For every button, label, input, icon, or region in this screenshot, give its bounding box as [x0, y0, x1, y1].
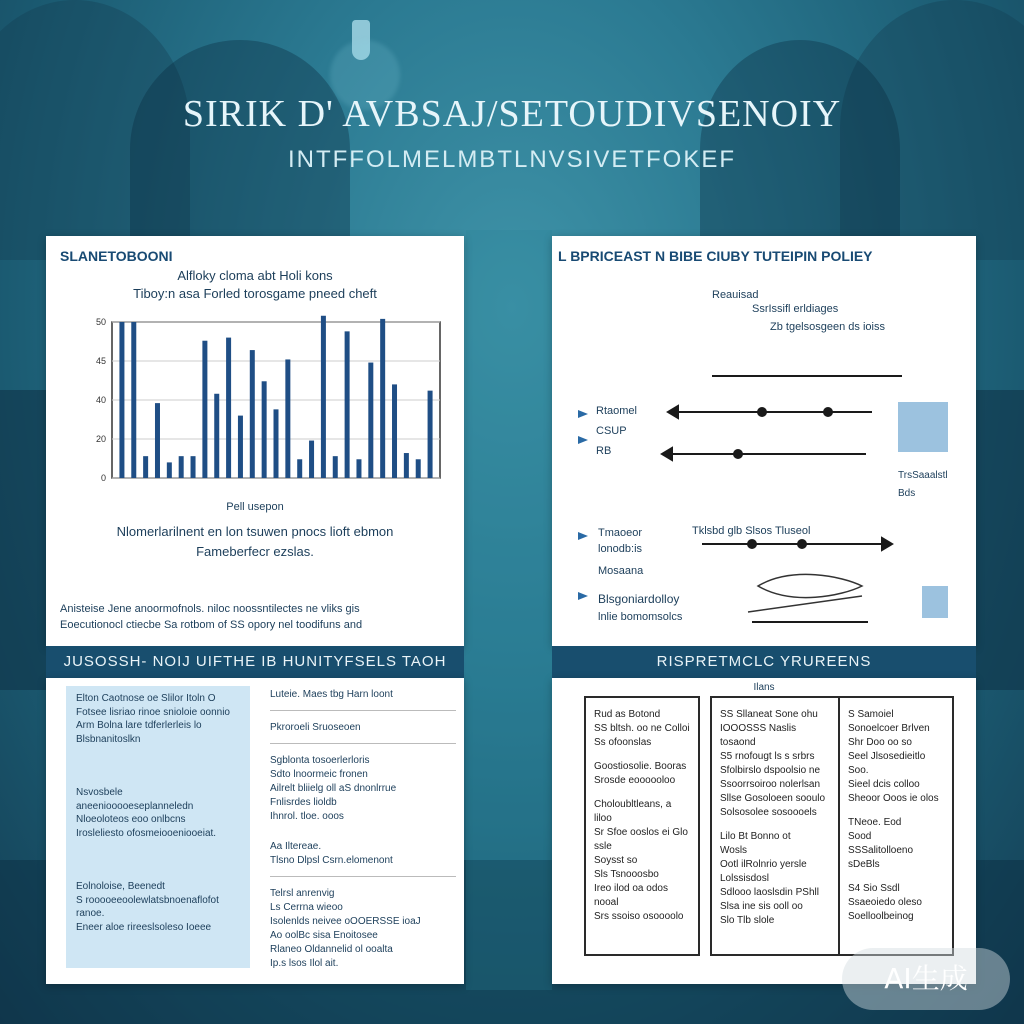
- column-line: Sls Tsnooosbo: [594, 869, 659, 880]
- diagram-bottom-label: Blsgoniardolloy: [598, 592, 680, 606]
- bar: [131, 322, 136, 478]
- y-tick-label: 40: [95, 395, 106, 405]
- bar: [356, 459, 361, 478]
- bar: [297, 459, 302, 478]
- column-line: Soelloolbeinog: [848, 911, 914, 922]
- bar: [274, 409, 279, 478]
- page-title: SIRIK D' AVBSAJ/SETOUDIVSENOIY: [182, 93, 842, 135]
- column-line: Rud as Botond: [594, 709, 661, 720]
- info-item: Fnlisrdes lioldb: [270, 797, 337, 808]
- column-line: [720, 820, 830, 830]
- column-line: SS Sllaneat Sone ohu: [720, 709, 818, 720]
- column-line: Slo Tlb slole: [720, 915, 775, 926]
- sidebar-line: S rooooeeoolewlatsbnoenaflofot: [76, 894, 219, 906]
- column-line: Sdlooo laoslsdin PShll: [720, 887, 819, 898]
- column-line: Slsa ine sis ooll oo: [720, 901, 803, 912]
- bar: [202, 341, 207, 478]
- column-line: Sood: [848, 831, 872, 842]
- info-item: Ip.s lsos Ilol ait.: [270, 958, 339, 969]
- chart-subtitle: Tiboy:n asa Forled torosgame pneed cheft: [133, 286, 377, 301]
- column-line: S5 rnofougt ls s srbrs: [720, 751, 815, 762]
- info-item: Ihnrol. tloe. ooos: [270, 811, 344, 822]
- column-line: Srs ssoiso osoooolo: [594, 911, 684, 922]
- bar: [309, 441, 314, 478]
- column-line: ssle: [594, 841, 612, 852]
- diagram-top-note-2: Zb tgelsosgeen ds ioiss: [770, 321, 885, 333]
- y-tick-label: 50: [95, 317, 106, 327]
- column-line: sDeBls: [848, 859, 880, 870]
- column-line: Wosls: [720, 845, 748, 856]
- bar: [380, 319, 385, 478]
- column-line: Solsosolee sosoooels: [720, 807, 817, 818]
- bar: [368, 363, 373, 478]
- column-line: Soo.: [848, 765, 869, 776]
- column-line: Sonoelcoer Brlven: [848, 723, 930, 734]
- column-line: [594, 750, 690, 760]
- bar: [285, 359, 290, 478]
- bar: [179, 456, 184, 478]
- info-item: Luteie. Maes tbg Harn loont: [270, 688, 456, 711]
- column-box-1: [584, 696, 700, 956]
- column-line: Ss ofoonslas: [594, 737, 652, 748]
- page-subtitle: INTFFOLMELMBTLNVSIVETFOKEF: [287, 146, 737, 173]
- info-item: Sgblonta tosoerlerloris: [270, 755, 370, 766]
- column-line: Sheoor Ooos ie olos: [848, 793, 939, 804]
- y-tick-label: 20: [95, 434, 106, 444]
- column-line: Sieel dcis colloo: [848, 779, 920, 790]
- y-tick-label: 45: [95, 356, 106, 366]
- sidebar-line: Irosleliesto ofosmeiooeniooeiat.: [76, 827, 217, 839]
- bar: [392, 384, 397, 478]
- column-line: Soysst so: [594, 855, 638, 866]
- column-line: Srosde eoooooloo: [594, 775, 676, 786]
- column-line: [848, 872, 944, 882]
- ai-generated-badge: AI生成: [842, 948, 1010, 1010]
- column-line: Lolssisdosl: [720, 873, 769, 884]
- sidebar-line: ranoe.: [76, 908, 105, 919]
- bar: [155, 403, 160, 478]
- info-item: Ls Cerrna wieoo: [270, 902, 343, 913]
- diagram-mid-left-2: lonodb:is: [598, 543, 643, 555]
- bar: [416, 459, 421, 478]
- column-line: Choloubltleans, a liloo: [594, 799, 672, 824]
- chart-title: Alfloky cloma abt Holi kons: [177, 268, 333, 283]
- bar: [345, 331, 350, 478]
- sidebar-line: Blsbnanitoslkn: [76, 733, 141, 745]
- chart-panel-heading: SLANETOBOONI: [60, 248, 173, 264]
- info-item-list: [270, 688, 456, 971]
- info-sidebar: [66, 686, 250, 968]
- column-line: Sllse Gosoloeen sooulo: [720, 793, 826, 804]
- diagram-right-label-2: Bds: [898, 488, 916, 499]
- info-item: Pkroroeli Sruoseoen: [270, 721, 456, 744]
- sidebar-line: Nsvosbele aneeniooooeseplanneledn: [76, 787, 194, 812]
- diagram-row-label-3: RB: [596, 445, 612, 457]
- chart-xlabel: Pell usepon: [226, 501, 284, 513]
- bar: [214, 394, 219, 478]
- bar: [404, 453, 409, 478]
- bar: [143, 456, 148, 478]
- column-line: Sr Sfoe ooslos ei Glo: [594, 827, 688, 838]
- bar: [119, 322, 124, 478]
- bar: [321, 316, 326, 478]
- bar: [226, 338, 231, 478]
- column-line: S Samoiel: [848, 709, 894, 720]
- info-item: Isolenlds neivee oOOERSSE ioaJ: [270, 916, 421, 927]
- bar: [428, 391, 433, 478]
- info-panel: [46, 678, 464, 984]
- chart-footer-line2: Eoecutionocl ctiecbe Sa rotbom of SS opory nel toodifuns and: [60, 619, 363, 631]
- sidebar-line: Nloeoloteos eoo onlbcns: [76, 814, 186, 825]
- column-box-3: [838, 696, 954, 956]
- bar: [333, 456, 338, 478]
- right-section-band: RISPRETMCLC YRUREENS: [552, 646, 976, 678]
- column-line: [594, 788, 690, 798]
- column-line: Seel Jlsosedieitlo: [848, 751, 926, 762]
- chart-panel: [46, 236, 464, 646]
- y-tick-label: 0: [100, 473, 106, 483]
- column-line: Lilo Bt Bonno ot: [720, 831, 791, 842]
- diagram-mid-title: Tklsbd glb Slsos Tluseol: [692, 525, 811, 537]
- column-line: Ireo ilod oa odos nooal: [594, 883, 668, 908]
- info-item: Ao oolBc sisa Enoitosee: [270, 930, 378, 941]
- bar: [250, 350, 255, 478]
- diagram-row-label-2: CSUP: [596, 425, 627, 437]
- bar: [167, 462, 172, 478]
- chart-caption-line1: Nlomerlarilnent en lon tsuwen pnocs lioft ebmon: [116, 524, 394, 539]
- chart-caption-line2: Fameberfecr ezslas.: [196, 544, 314, 559]
- column-line: SSSalitolloeno: [848, 845, 914, 856]
- process-diagram: [552, 236, 976, 646]
- diagram-panel-heading: L BPRICEAST N BIBE CIUBY TUTEIPIN POLIEY: [558, 248, 873, 264]
- column-line: Goostiosolie. Booras: [594, 761, 687, 772]
- sidebar-line: Eolnoloise, Beenedt: [76, 881, 165, 892]
- diagram-mid-left-1: Tmaoeor: [598, 527, 643, 539]
- info-item: Sdto lnoormeic fronen: [270, 769, 368, 780]
- sidebar-line: Eneer aloe rireeslsoleso Ioeee: [76, 921, 212, 933]
- column-box-2: [710, 696, 840, 956]
- diagram-mid-left-3: Mosaana: [598, 565, 644, 577]
- diagram-panel: [552, 236, 976, 646]
- info-item: Rlaneo Oldannelid ol ooalta: [270, 944, 393, 955]
- column-line: Ssaeoiedo oleso: [848, 897, 922, 908]
- diagram-row-label-1: Rtaomel: [596, 405, 637, 417]
- diagram-top-label: Reauisad: [712, 289, 759, 301]
- bar: [238, 416, 243, 478]
- diagram-right-label-1: TrsSaaalstl: [898, 470, 948, 481]
- diagram-bottom-sub: lnlie bomomsolcs: [598, 611, 683, 623]
- columns-panel-sub: Ilans: [753, 682, 775, 693]
- info-item: Telrsl anrenvig: [270, 888, 335, 899]
- column-line: Sfolbirslo dspoolsio ne: [720, 765, 821, 776]
- left-section-band: JUSOSSH- NOIJ UIFTHE IB HUNITYFSELS TAOH: [46, 646, 464, 678]
- diagram-top-note-1: SsrIssifl erldiages: [752, 303, 839, 315]
- bar: [191, 456, 196, 478]
- column-line: Shr Doo oo so: [848, 737, 912, 748]
- column-line: SS bltsh. oo ne Colloi: [594, 723, 690, 734]
- bar: [262, 381, 267, 478]
- column-line: TNeoe. Eod: [848, 817, 902, 828]
- sidebar-line: Arm Bolna lare tdferlerleis lo: [76, 720, 202, 731]
- column-line: [848, 806, 944, 816]
- column-line: IOOOSSS Naslis tosaond: [720, 723, 797, 748]
- sidebar-line: Fotsee lisriao rinoe snioloie oonnio: [76, 706, 230, 718]
- column-line: S4 Sio Ssdl: [848, 883, 900, 894]
- info-item: Tlsno Dlpsl Csrn.elomenont: [270, 854, 456, 877]
- chart-footer-line1: Anisteise Jene anoormofnols. niloc noossntilectes ne vliks gis: [60, 603, 360, 615]
- info-item: Aa Iltereae.: [270, 841, 322, 852]
- sidebar-line: Elton Caotnose oe Slilor Itoln O: [76, 693, 216, 704]
- info-item: Ailrelt bliielg oll aS dnonlrrue: [270, 783, 397, 794]
- column-line: Ssoorrsoiroo nolerlsan: [720, 779, 821, 790]
- column-line: Ootl ilRolnrio yersle: [720, 859, 807, 870]
